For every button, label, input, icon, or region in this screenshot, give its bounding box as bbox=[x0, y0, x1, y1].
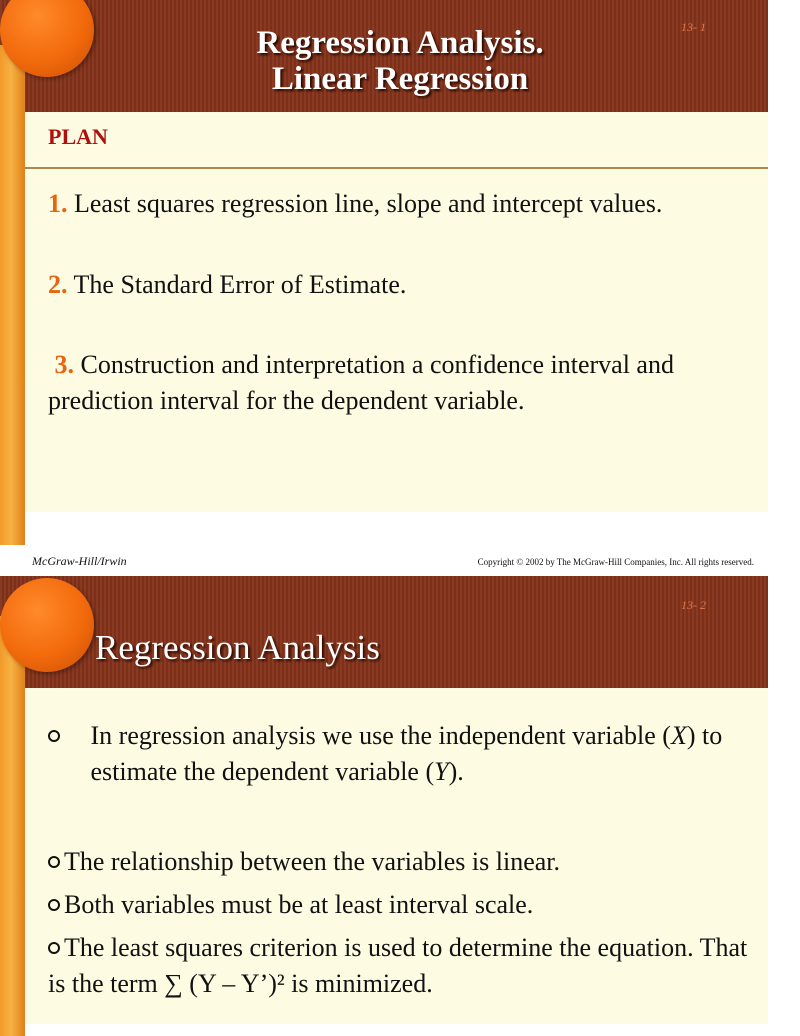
bullet-item: The least squares criterion is used to determine the equation. That is the term ∑ (Y – Y’)² is minimized. bbox=[48, 933, 748, 998]
bullet-item: Both variables must be at least interval scale. bbox=[48, 887, 748, 923]
plan-item-2 bbox=[48, 267, 738, 303]
bullet-circle-icon bbox=[48, 942, 60, 954]
item-text: Least squares regression line, slope and intercept values. bbox=[67, 189, 663, 218]
slide-number: 13- 1 bbox=[681, 20, 706, 34]
item-number: 2. bbox=[48, 270, 68, 299]
slide-title-line-1: Regression Analysis. bbox=[256, 25, 544, 61]
orange-circle-decoration bbox=[0, 578, 94, 672]
bullet-circle-icon bbox=[48, 856, 60, 868]
footer-publisher: McGraw-Hill/Irwin bbox=[32, 554, 127, 568]
item-number: 1. bbox=[48, 189, 68, 218]
bullet-circle-icon bbox=[48, 899, 60, 911]
item-number: 3. bbox=[54, 350, 74, 379]
divider-rule bbox=[25, 167, 768, 169]
slide-title: Regression Analysis bbox=[95, 628, 380, 667]
item-text: The Standard Error of Estimate. bbox=[67, 270, 407, 299]
intro-text: In regression analysis we use the independent variable (X) to estimate the dependent variable (Y). bbox=[90, 721, 723, 786]
bullet-circle-icon bbox=[48, 730, 60, 742]
left-accent-bar bbox=[0, 45, 25, 545]
bullet-item: The relationship between the variables is linear. bbox=[48, 844, 748, 880]
plan-item-1 bbox=[48, 186, 738, 222]
slide-2 bbox=[0, 576, 768, 1024]
plan-item-3 bbox=[48, 347, 738, 419]
slide-number: 13- 2 bbox=[681, 598, 706, 612]
content-panel bbox=[25, 112, 768, 512]
slide-title-line-2: Linear Regression bbox=[271, 61, 529, 97]
footer-copyright: Copyright © 2002 by The McGraw-Hill Companies, Inc. All rights reserved. bbox=[477, 557, 754, 567]
intro-bullet bbox=[48, 718, 748, 790]
left-accent-bar bbox=[0, 616, 25, 1036]
item-text: Construction and interpretation a confidence interval and prediction interval for the dependent variable. bbox=[48, 350, 674, 415]
plan-label: PLAN bbox=[48, 124, 108, 149]
